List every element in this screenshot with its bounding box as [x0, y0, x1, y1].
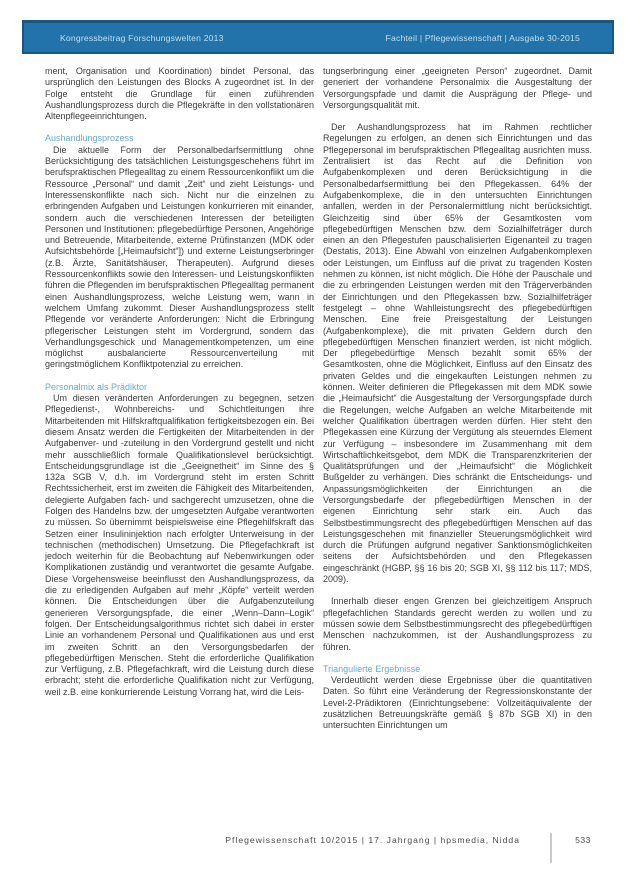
- article-body: [45, 66, 592, 732]
- left-column: [45, 66, 314, 732]
- paragraph: Verdeutlicht werden diese Ergebnisse über die quantitativen Daten. So führt eine Veränderung der Regressionskonstante der Level-2-Prädiktoren (Einrichtungsebene: Vollzeitäquivalente der zusätzlichen Betreuungskräfte gemäß § 87b SGB XI) in den untersuchten Einrichtungen um: [323, 675, 592, 731]
- page-footer: [45, 833, 614, 863]
- section-heading-aushandlungsprozess: Aushandlungsprozess: [45, 133, 134, 144]
- paragraph: Innerhalb dieser engen Grenzen bei gleichzeitigem Anspruch pflegefachlichen Standards gerecht werden zu wollen und zu müssen sowie dem Selbstbestimmungsrecht des pflegebedürftigen Menschen nachzukommen, ist der Aushandlungsprozess zu führen.: [323, 596, 592, 652]
- paragraph: Die aktuelle Form der Personalbedarfsermittlung ohne Berücksichtigung des tatsächlichen Leistungsgeschehens führt im berufspraktischen Pflegealltag zu einem Ressourcenkonflikt um die Ressource „Personal“ und damit „Zeit“ und zieht Leistungs- und Interessenskonflikte nach sich. Nicht nur die einzelnen zu erbringenden Aufgaben und Leistungen konkurrieren mit einander, sondern auch die verschiedenen Interessen der beteiligten Personen und Institutionen: pflegebedürftige Personen, Angehörige und Betreuende, Mitarbeitende, externe Prüfinstanzen (MDK oder Aufsichtsbehörde [„Heimaufsicht“]) und externe Leistungserbringer (z.B. Ärzte, Sanitätshäuser, Therapeuten). Aufgrund dieses Ressourcenkonflikts sowie den Interessen- und Leistungskonflikten führen die Pflegenden im berufspraktischen Pflegealltag permanent einen Aushandlungsprozess, welche Leistung wem, wann in welchem Umfang zukommt. Dieser Aushandlungsprozess stellt Pflegende vor veränderte Anforderungen: Nicht die Erbringung pflegerischer Leistungen steht im Vordergrund, sondern das Verhandlungsgeschick und Managementkompetenzen, um eine möglichst ausbalancierte Ressourcenverteilung mit geringstmöglichem Konfliktpotenzial zu erreichen.: [45, 144, 314, 370]
- paragraph: Der Aushandlungsprozess hat im Rahmen rechtlicher Regelungen zu erfolgen, an denen sich Einrichtungen und das Pflegepersonal im berufspraktischen Pflegealltag ausrichten muss. Zentralisiert ist das Recht auf die Definition von Aufgabenkomplexen und deren Berücksichtigung in die Personalbedarfsermittlung bei den Pflegekassen. 64% der Aufgabenkomplexe, die in den untersuchten Einrichtungen anfallen, werden in der Personalermittlung nicht berücksichtigt. Gleichzeitig sind über 65% der Gesamtkosten vom pflegebedürftigen Menschen bzw. dem Sozialhilfeträger durch einen an den Pflegestufen pauschalisierten Eigenanteil zu tragen (Destatis, 2013). Eine Abwahl von einzelnen Aufgabenkomplexen oder Leistungen, um Einfluss auf die privat zu tragenden Kosten nehmen zu können, ist nicht möglich. Die Höhe der Pauschale und die zu erbringenden Leistungen werden mit den Trägerverbänden der Einrichtungen und den Pflegekassen bzw. Sozialhilfeträger festgelegt – ohne Wahlleistungsrecht des pflegebedürftigen Menschen. Eine freie Preisgestaltung der Leistungen (Aufgabenkomplexe), die mit privaten Geldern durch den pflegebedürftigen Menschen finanziert werden, ist nicht möglich. Der pflegebedürftige Mensch bezahlt somit 65% der Gesamtkosten, ohne die Möglichkeit, Einfluss auf den Einsatz des privaten Geldes und die eingekauften Leistungen nehmen zu können. Weiter definieren die Pflegekassen mit dem MDK sowie die „Heimaufsicht“ die Ausgestaltung der Versorgungspfade durch die Regelungen, welche Aufgaben an welche Mitarbeitende mit welcher Qualifikation übertragen werden dürfen. Hier steht den Pflegekassen eine Kürzung der Vergütung als steuerndes Element zur Verfügung – insbesondere im Zusammenhang mit dem Wirtschaftlichkeitsgebot, dem MDK die Transparenzkriterien der Qualitätsprüfungen und der „Heimaufsicht“ die Möglichkeit Bußgelder zu verhängen. Dies schränkt die Entscheidungs- und Anpassungsmöglichkeiten der Einrichtungen an die Versorgungsbedarfe der pflegebedürftigen Menschen in der eigenen Einrichtung sehr stark ein. Auch das Selbstbestimmungsrecht des pflegebedürftigen Menschen auf das Leistungsgeschehen mit finanzieller Steuerungsmöglichkeit wird durch die Prüfungen aufgrund negativer Sanktionsmöglichkeiten seitens der Aufsichtsbehörden und den Pflegekassen eingeschränkt (HGBP, §§ 16 bis 20; SGB XI, §§ 112 bis 117; MDS, 2009).: [323, 122, 592, 585]
- paragraph: Um diesen veränderten Anforderungen zu begegnen, setzen Pflegedienst-, Wohnbereichs- und Schichtleitungen ihre Mitarbeitenden mit Hilfskraftqualifikation fertigkeitsbezogen ein. Bei diesem Ansatz werden die Fertigkeiten der Mitarbeitenden in der Aufgabenver- und -zuteilung in den Vordergrund gestellt und nicht mehr ausschließlich formale Qualifikationslevel berücksichtigt. Entscheidungsgrundlage ist die „Geeignetheit“ im Sinne des § 132a SGB V, d.h. im Vordergrund steht im ersten Schritt Rechtssicherheit, erst im zweiten die Fähigkeit des Mitarbeitenden, delegierte Aufgaben fach- und sachgerecht umzusetzen, ohne die Folgen des Handelns bzw. der umgesetzten Aufgabe verantworten zu müssen. So übernimmt beispielsweise eine Pflegehilfskraft das Setzen einer Insulininjektion nach erfolgter Unterweisung in der technischen (methodischen) Umsetzung. Die Pflegefachkraft ist jedoch weiterhin für die Beobachtung auf Nebenwirkungen oder Komplikationen zuständig und verantwortet die gesamte Aufgabe. Diese Vorgehensweise beeinflusst den Aushandlungsprozess, da die zu erledigenden Aufgaben auf mehr „Köpfe“ verteilt werden können. Die Entscheidungen über die Aufgabenzuteilung generieren Versorgungspfade, die einer „Wenn–Dann–Logik“ folgen. Der Entscheidungsalgorithmus richtet sich dabei in erster Linie an vorhandenem Personal und Qualifikationen aus und erst im zweiten Schritt an den Versorgungsbedarfen der pflegebedürftigen Menschen. Steht die erforderliche Qualifikation zur Verfügung, z.B. Pflegefachkraft, wird die Leistung durch diese erbracht; steht die erforderliche Qualifikation nicht zur Verfügung, weil z.B. eine konkurrierende Leistung Vorrang hat, wird die Leis-: [45, 393, 314, 697]
- section-heading-personalmix: Personalmix als Prädiktor: [45, 381, 148, 392]
- page-number: 533: [575, 835, 591, 845]
- page-header-bar: [22, 20, 614, 54]
- paragraph-continuation: tungserbringung einer „geeigneten Person“ zugeordnet. Damit generiert der vorhandene Personalmix die Ausgestaltung der Versorgungspfade und damit die Ausprägung der Pflege- und Versorgungsqualität mit.: [323, 66, 592, 110]
- header-left-text: Kongressbeitrag Forschungswelten 2013: [60, 32, 224, 43]
- header-right-text: Fachteil | Pflegewissenschaft | Ausgabe 30-2015: [385, 32, 580, 43]
- footer-journal-line: Pflegewissenschaft 10/2015 | 17. Jahrgang | hpsmedia, Nidda: [225, 835, 520, 845]
- section-heading-triangulierte-ergebnisse: Triangulierte Ergebnisse: [323, 663, 421, 674]
- right-column: [323, 66, 592, 732]
- paragraph-continuation: ment, Organisation und Koordination) bindet Personal, das ursprünglich den Leistungen des Blocks A zugeordnet ist. In der Folge entsteht die Grundlage für einen zuführenden Aushandlungsprozess durch die Pflegekräfte in den vollstationären Altenpflegeeinrichtungen.: [45, 66, 314, 122]
